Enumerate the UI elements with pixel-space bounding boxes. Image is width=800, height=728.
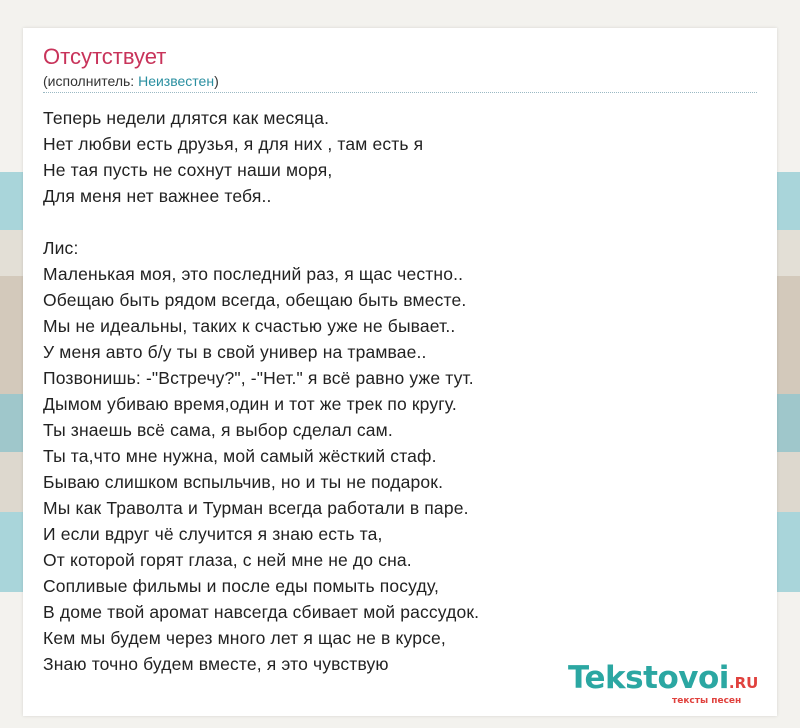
song-title: Отсутствует [43,44,167,69]
lyric-line: Позвонишь: -"Встречу?", -"Нет." я всё равно уже тут. [43,368,474,388]
lyric-line: Мы как Траволта и Турман всегда работали в паре. [43,498,469,518]
artist-prefix: (исполнитель: [43,73,139,89]
logo-wordmark [568,660,758,696]
lyric-line [43,209,743,235]
lyric-line: Для меня нет важнее тебя.. [43,186,272,206]
lyric-line: Мы не идеальны, таких к счастью уже не бывает.. [43,316,456,336]
lyrics-text [43,105,743,677]
lyric-line: Маленькая моя, это последний раз, я щас честно.. [43,264,464,284]
lyric-line: Бываю слишком вспыльчив, но и ты не подарок. [43,472,444,492]
lyric-line: Ты знаешь всё сама, я выбор сделал сам. [43,420,393,440]
artist-link[interactable]: Неизвестен [138,73,215,89]
artist-suffix: ) [214,73,219,89]
site-logo[interactable] [568,660,778,720]
lyric-line: Кем мы будем через много лет я щас не в курсе, [43,628,446,648]
lyric-line: И если вдруг чё случится я знаю есть та, [43,524,383,544]
lyric-line: Сопливые фильмы и после еды помыть посуду, [43,576,439,596]
logo-domain: .RU [728,674,759,692]
lyric-line: В доме твой аромат навсегда сбивает мой рассудок. [43,602,480,622]
lyrics-card [23,28,777,716]
lyric-line: Обещаю быть рядом всегда, обещаю быть вместе. [43,290,467,310]
title-divider [43,92,757,93]
lyric-line: Дымом убиваю время,один и тот же трек по кругу. [43,394,457,414]
lyric-line: Не тая пусть не сохнут наши моря, [43,160,333,180]
lyric-line: Ты та,что мне нужна, мой самый жёсткий стаф. [43,446,437,466]
lyric-line: У меня авто б/у ты в свой универ на трамвае.. [43,342,427,362]
logo-main-text: Tekstovoi [568,660,729,696]
artist-line [43,73,219,89]
logo-tagline: тексты песен [672,696,742,706]
lyric-line: Теперь недели длятся как месяца. [43,108,330,128]
lyric-line: От которой горят глаза, с ней мне не до сна. [43,550,412,570]
lyric-line: Знаю точно будем вместе, я это чувствую [43,654,389,674]
lyric-line: Лис: [43,238,79,258]
lyric-line: Нет любви есть друзья, я для них , там есть я [43,134,424,154]
